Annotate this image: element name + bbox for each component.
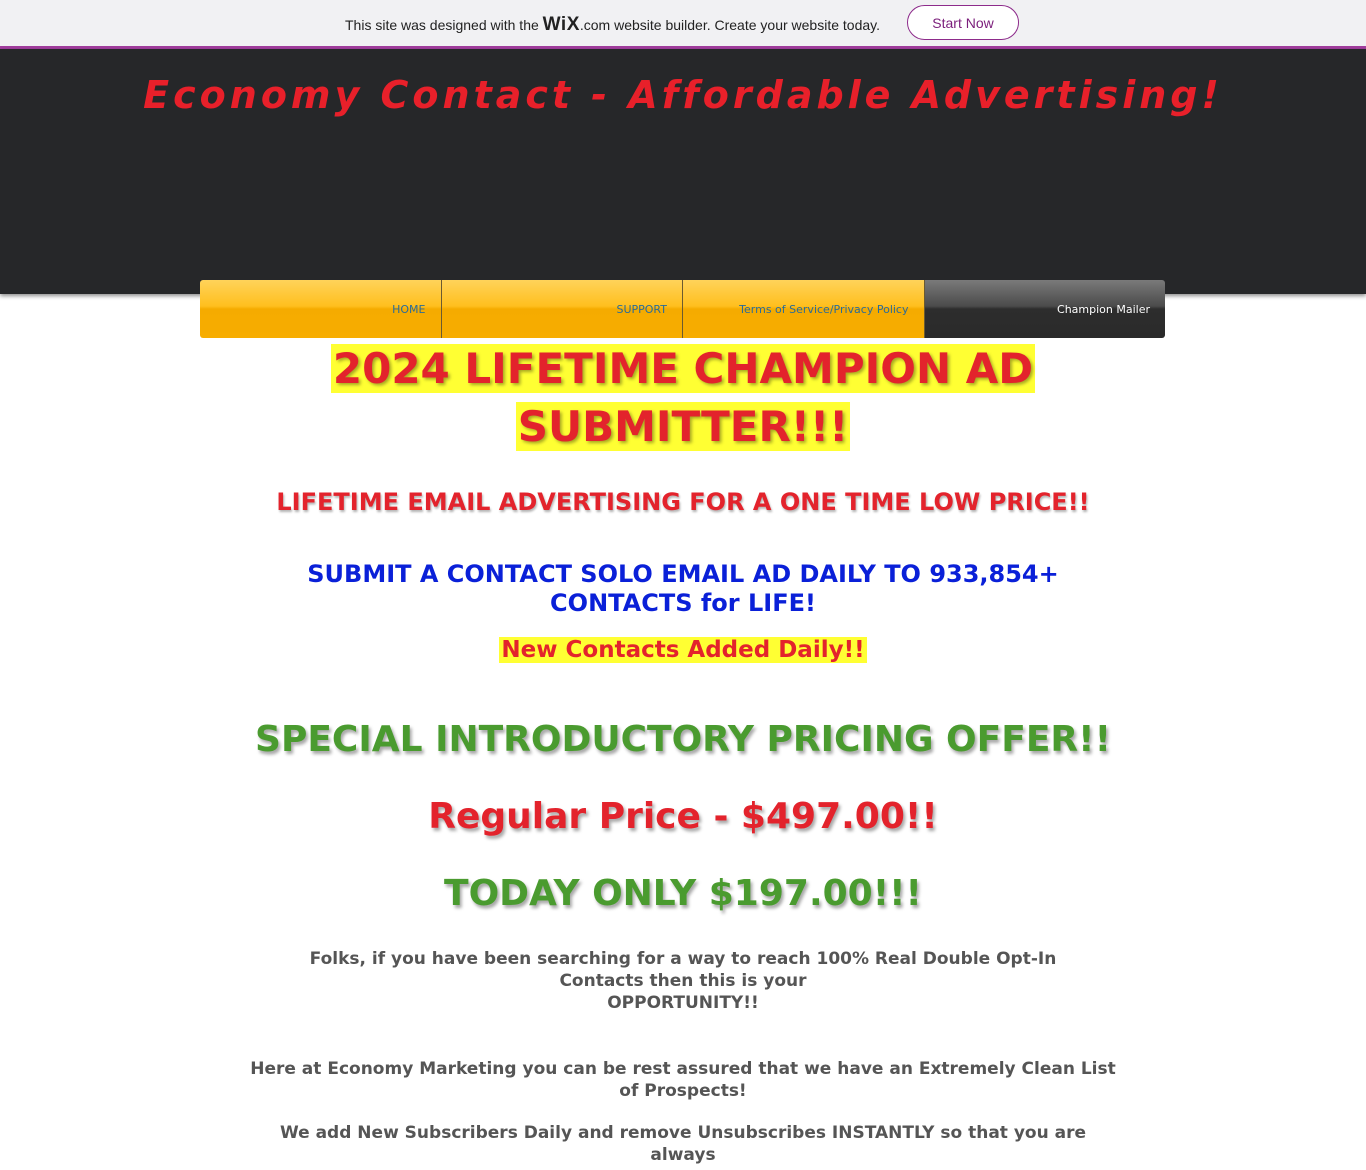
- wix-banner-text: [345, 14, 880, 36]
- headline-line-2: SUBMITTER!!!: [517, 402, 849, 451]
- clean-list-paragraph: Here at Economy Marketing you can be rest assured that we have an Extremely Clean List of Prospects!: [250, 1059, 1116, 1101]
- headline-line-1: 2024 LIFETIME CHAMPION AD: [332, 344, 1034, 393]
- new-contacts-text: New Contacts Added Daily!!: [501, 637, 865, 663]
- intro-paragraph-end: OPPORTUNITY!!: [607, 993, 759, 1013]
- lifetime-tagline: LIFETIME EMAIL ADVERTISING FOR A ONE TIME LOW PRICE!!: [276, 488, 1090, 516]
- wix-logo-suffix: .com: [579, 17, 611, 33]
- submit-tagline: SUBMIT A CONTACT SOLO EMAIL AD DAILY TO 933,854+ CONTACTS for LIFE!: [307, 560, 1059, 617]
- subscribers-paragraph: We add New Subscribers Daily and remove Unsubscribes INSTANTLY so that you are always: [279, 1123, 1086, 1165]
- main-nav: [200, 280, 1165, 338]
- start-now-button[interactable]: Start Now: [907, 5, 1019, 40]
- regular-price: Regular Price - $497.00!!: [428, 796, 938, 837]
- page-headline: [250, 340, 1116, 456]
- nav-item-champion-mailer[interactable]: Champion Mailer: [925, 280, 1166, 338]
- wix-banner-text-after: website builder. Create your website today.: [610, 17, 880, 33]
- wix-banner: [0, 0, 1366, 49]
- site-title: Economy Contact - Affordable Advertising!: [143, 73, 1223, 117]
- nav-item-home[interactable]: HOME: [200, 280, 442, 338]
- nav-item-support[interactable]: SUPPORT: [442, 280, 684, 338]
- wix-banner-text-before: This site was designed with the: [345, 17, 543, 33]
- main-content: [250, 340, 1116, 1166]
- today-price: TODAY ONLY $197.00!!!: [444, 873, 922, 914]
- intro-paragraph: [250, 948, 1116, 1014]
- intro-paragraph-main: Folks, if you have been searching for a way to reach 100% Real Double Opt-In Contacts then this is your: [309, 949, 1057, 991]
- special-offer-heading: SPECIAL INTRODUCTORY PRICING OFFER!!: [255, 719, 1111, 760]
- nav-item-terms[interactable]: Terms of Service/Privacy Policy: [683, 280, 925, 338]
- new-contacts-badge: [250, 637, 1116, 663]
- site-header: [0, 49, 1366, 316]
- wix-logo[interactable]: WiX: [542, 14, 580, 35]
